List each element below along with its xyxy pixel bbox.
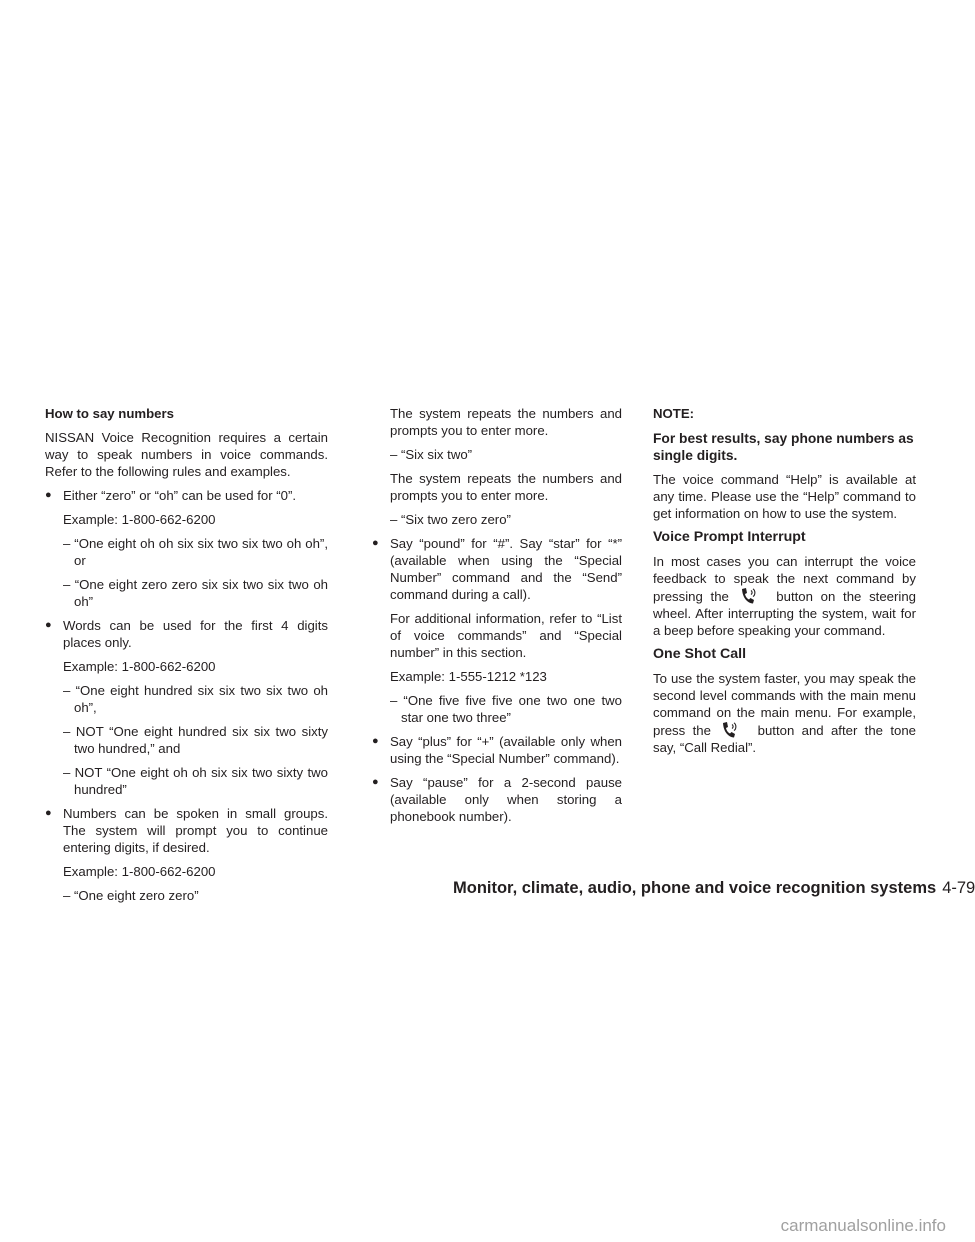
watermark: carmanualsonline.info (780, 1216, 946, 1235)
interrupt-paragraph (653, 553, 916, 639)
bullet-pause: ● Say “pause” for a 2-second pause (available only when storing a phonebook number). (372, 774, 622, 825)
example-text: Example: 1-800-662-6200 (63, 864, 216, 879)
paragraph: The system repeats the numbers and prompts you to enter more. (390, 406, 622, 438)
heading-voice-prompt-interrupt: Voice Prompt Interrupt (653, 529, 806, 545)
dash-item: – “Six two zero zero” (390, 512, 511, 527)
example-text: Example: 1-800-662-6200 (63, 512, 216, 527)
bullet-pound-star: ● Say “pound” for “#”. Say “star” for “*” (available when using the “Special Number” command and the “Send” command during a call). (372, 535, 622, 603)
column-left (45, 405, 328, 911)
dash-item: – “One five five five one two one two star one two three” (390, 693, 622, 725)
note-label: NOTE: (653, 406, 695, 421)
bullet-small-groups: ● Numbers can be spoken in small groups. The system will prompt you to continue entering digits, if desired. (45, 805, 328, 856)
dash-item: – “Six six two” (390, 447, 473, 462)
section-heading: How to say numbers (45, 406, 174, 421)
oneshot-text-a: To use the system faster, you may speak the second level commands with the main menu command on the main menu. For example, press the (653, 671, 916, 738)
dash-item: – NOT “One eight hundred six six two sixty two hundred,” and (63, 724, 328, 756)
note-text: For best results, say phone numbers as single digits. (653, 431, 914, 463)
footer-section-title: Monitor, climate, audio, phone and voice recognition systems (453, 879, 937, 897)
bullet-words: ● Words can be used for the first 4 digits places only. (45, 617, 328, 651)
oneshot-paragraph (653, 670, 916, 756)
dash-item: – “One eight hundred six six two six two oh oh”, (63, 683, 328, 715)
example-text: Example: 1-800-662-6200 (63, 659, 216, 674)
interrupt-text-a: In most cases you can interrupt the voice feedback to speak the next command by pressing the (653, 554, 916, 604)
dash-item: – “One eight zero zero” (63, 888, 199, 903)
page-number: 4-79 (942, 879, 975, 897)
bullet-plus: ● Say “plus” for “+” (available only when using the “Special Number” command). (372, 733, 622, 767)
page-footer (453, 879, 975, 898)
paragraph: For additional information, refer to “List of voice commands” and “Special number” in this section. (390, 611, 622, 660)
column-right (653, 405, 916, 763)
phone-talk-icon (720, 721, 740, 739)
bullet-zero-oh: ● Either “zero” or “oh” can be used for “0”. (45, 487, 328, 504)
phone-talk-icon (739, 587, 759, 605)
interrupt-text-b: button on the steering wheel. After interrupting the system, wait for a beep before speaking your command. (653, 589, 916, 638)
dash-item: – “One eight oh oh six six two six two oh oh”, or (63, 536, 328, 568)
example-text: Example: 1-555-1212 *123 (390, 669, 547, 684)
help-paragraph: The voice command “Help” is available at any time. Please use the “Help” command to get information on how to use the system. (653, 472, 916, 521)
dash-item: – NOT “One eight oh oh six six two sixty two hundred” (63, 765, 328, 797)
heading-one-shot-call: One Shot Call (653, 646, 747, 662)
intro-paragraph: NISSAN Voice Recognition requires a certain way to speak numbers in voice commands. Refer to the following rules and examples. (45, 430, 328, 479)
paragraph: The system repeats the numbers and prompts you to enter more. (390, 471, 622, 503)
column-middle (372, 405, 622, 832)
dash-item: – “One eight zero zero six six two six two oh oh” (63, 577, 328, 609)
oneshot-text-b: button and after the tone say, “Call Redial”. (653, 723, 916, 755)
